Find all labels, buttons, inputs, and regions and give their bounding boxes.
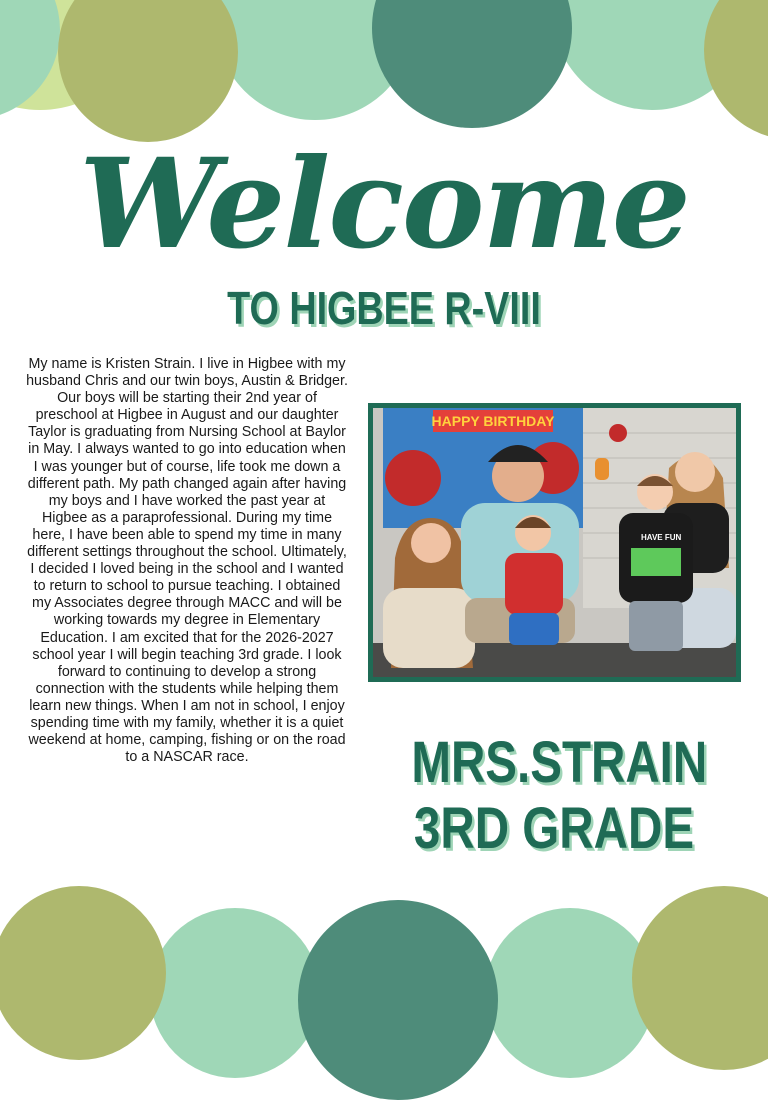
decor-circle-bottom-right-olive [632,886,768,1070]
decor-circle-top-right-olive [704,0,768,140]
decor-circle-top-teal [372,0,572,128]
decor-circle-bottom-mint-right [485,908,655,1078]
decor-circle-bottom-teal [298,900,498,1100]
decor-circle-bottom-mint-left [150,908,320,1078]
school-subtitle: TO HIGBEE R-VIII [227,282,541,334]
teacher-block [411,730,708,862]
family-photo [373,408,736,677]
shirt-text: HAVE FUN [641,533,682,542]
birthday-banner-text: HAPPY BIRTHDAY [431,413,555,429]
family-photo-frame [368,403,741,682]
bio-paragraph: My name is Kristen Strain. I live in Higbee with my husband Chris and our twin boys, Austin & Bridger. Our boys will be starting their 2nd year of preschool at Higbee in August and our daughter Taylor is graduating from Nursing School at Baylor in May. I always wanted to go into education when I was younger but of course, life took me down a different path. My path changed again after having my boys and I have worked the past year at Higbee as a paraprofessional. During my time here, I have been able to spend my time in many different settings throughout the school. Ultimately, I decided I loved being in the school and I wanted to return to school to pursue teaching. I obtained my Associates degree through MACC and will be working towards my degree in Elementary Education. I am excited that for the 2026-2027 school year I will begin teaching 3rd grade. I look forward to continuing to develop a strong connection with the students while helping them learn new things. When I am not in school, I enjoy spending time with my family, whether it is a quiet weekend at home, camping, fishing or on the road to a NASCAR race. [26,356,348,766]
teacher-grade: 3RD GRADE [413,796,695,861]
decor-circle-bottom-left-olive [0,886,166,1060]
teacher-name: MRS.STRAIN [411,730,708,795]
welcome-heading: Welcome [79,132,689,277]
